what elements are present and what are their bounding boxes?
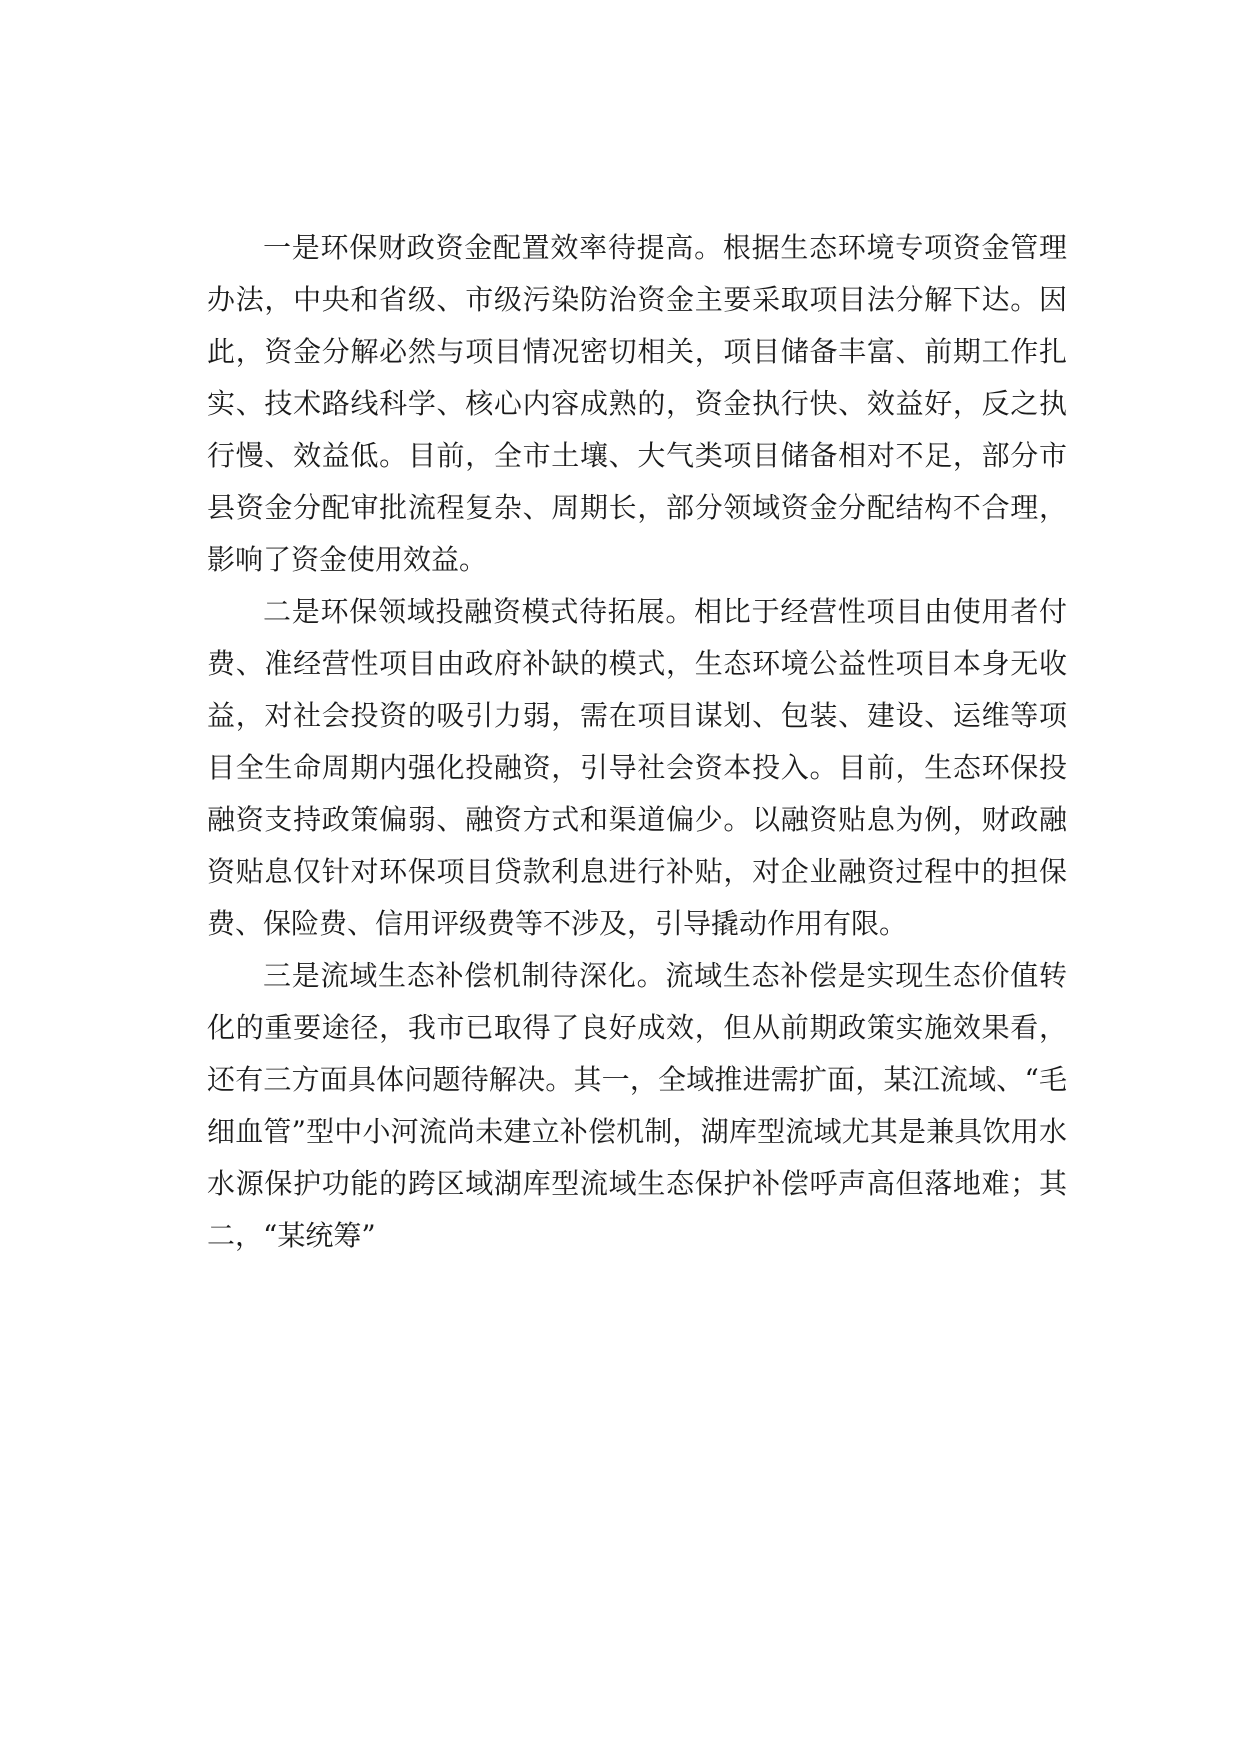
document-body — [207, 222, 1067, 1262]
paragraph-investment-financing: 二是环保领域投融资模式待拓展。相比于经营性项目由使用者付费、准经营性项目由政府补缺的模式，生态环境公益性项目本身无收益，对社会投资的吸引力弱，需在项目谋划、包装、建设、运维等项目全生命周期内强化投融资，引导社会资本投入。目前，生态环保投融资支持政策偏弱、融资方式和渠道偏少。以融资贴息为例，财政融资贴息仅针对环保项目贷款利息进行补贴，对企业融资过程中的担保费、保险费、信用评级费等不涉及，引导撬动作用有限。 — [207, 595, 1067, 940]
paragraph-fiscal-funds: 一是环保财政资金配置效率待提高。根据生态环境专项资金管理办法，中央和省级、市级污染防治资金主要采取项目法分解下达。因此，资金分解必然与项目情况密切相关，项目储备丰富、前期工作扎实、技术路线科学、核心内容成熟的，资金执行快、效益好，反之执行慢、效益低。目前，全市土壤、大气类项目储备相对不足，部分市县资金分配审批流程复杂、周期长，部分领域资金分配结构不合理，影响了资金使用效益。 — [207, 231, 1067, 576]
paragraph-ecological-compensation: 三是流域生态补偿机制待深化。流域生态补偿是实现生态价值转化的重要途径，我市已取得了良好成效，但从前期政策实施效果看，还有三方面具体问题待解决。其一，全域推进需扩面，某江流域、“毛细血管”型中小河流尚未建立补偿机制，湖库型流域尤其是兼具饮用水水源保护功能的跨区域湖库型流域生态保护补偿呼声高但落地难；其二，“某统筹” — [207, 959, 1067, 1252]
